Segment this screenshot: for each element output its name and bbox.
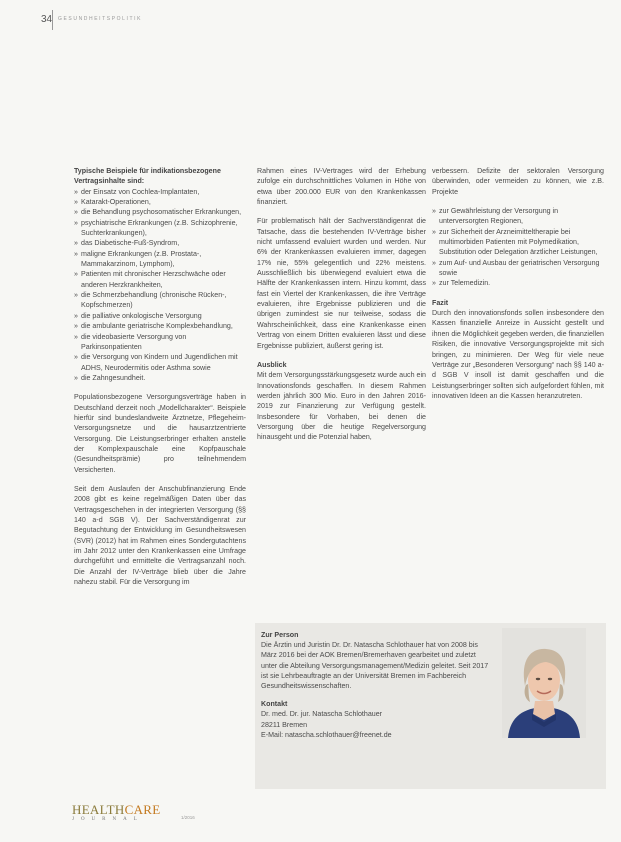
list-item: » die Versorgung von Kindern und Jugendlichen mit ADHS, Neurodermitis oder Asthma sowie bbox=[74, 352, 246, 373]
list-item: » zum Auf- und Ausbau der geriatrischen Versorgung sowie bbox=[432, 258, 604, 279]
body-paragraph: Mit dem Versorgungsstärkungsgesetz wurde auch ein Innovationsfonds geschaffen. In diesem Rahmen werden jährlich 300 Mio. Euro in den Jahren 2016-2019 zur Finanzierung zur Verfügung gestellt. Insbesondere für Vorhaben, bei denen die Versorgung über die heutige Regelversorgung hinausgeht und die Potenzial haben, bbox=[257, 371, 426, 442]
subheading-ausblick: Ausblick bbox=[257, 360, 287, 369]
list-item: » zur Gewährleistung der Versorgung in unterversorgten Regionen, bbox=[432, 206, 604, 227]
list-item: » das Diabetische-Fuß-Syndrom, bbox=[74, 238, 246, 248]
body-paragraph: Durch den innovationsfonds sollen insbesondere den Kassen finanzielle Anreize in Aussicht gestellt und ihnen die Möglichkeit gegeben werden, die finanziellen Risiken, die innovative Versorgungsprojekte mit sich bringen, zu minimieren. Der Weg für viele neue Verträge zur „Besonderen Versorgung“ nach §§ 140 a-d SGB V insoll ist damit geschaffen und die Leistungserbringer sollten sich aufgefordert fühlen, mit innovativen Ideen an die Kassen heranzutreten. bbox=[432, 309, 604, 400]
indication-list bbox=[74, 187, 246, 384]
list-item: » zur Telemedizin. bbox=[432, 278, 604, 288]
list-item: » die Schmerzbehandlung (chronische Rücken-, Kopfschmerzen) bbox=[74, 290, 246, 311]
body-paragraph: Für problematisch hält der Sachverständigenrat die Tatsache, dass die bestehenden IV-Verträge bisher nicht umfassend evaluiert wurden und werden. Nur 6% der Krankenkassen evaluieren immer, dagegen 17% nie, 55% gelegentlich und 22% meistens. Ausschließlich bis überwiegend evaluiert etwa die Hälfte der Krankenkassen intern. Hinzu kommt, dass fast ein Viertel der Krankenkassen, die ihre Verträge evaluieren, ihre Ergebnisse publizieren und die übrigen zumindest sie nur teilweise, sodass die Wahrscheinlichkeit, dass eine Krankenkasse einen Vertrag von einem Dritten evaluieren lässt und diese Ergebnisse publiziert, äußerst gering ist. bbox=[257, 217, 426, 350]
list-heading: Typische Beispiele für indikationsbezogene Vertragsinhalte sind: bbox=[74, 167, 221, 186]
list-item: » Katarakt-Operationen, bbox=[74, 197, 246, 207]
column-2 bbox=[257, 166, 426, 452]
logo-health: HEALTH bbox=[72, 802, 125, 817]
body-paragraph: Populationsbezogene Versorgungsverträge haben in Deutschland derzeit noch „Modellcharakter“. Beispiele hierfür sind bundeslandweite Ärztnetze, Pflegeheim-Versorgungsnetze und die hausarztzentrierte Versorgung. Die Leistungserbringer erhalten anstelle der Komplexpauschale eine Kopfpauschale (Gesundheitsprämie) pro teilnehmendem Versicherten. bbox=[74, 393, 246, 474]
body-paragraph: Rahmen eines IV-Vertrages wird der Erhebung zufolge ein durchschnittliches Volumen in Höhe von etwa über 200.000 EUR von den Krankenkassen finanziert. bbox=[257, 167, 426, 207]
list-item: » die videobasierte Versorgung von Parkinsonpatienten bbox=[74, 332, 246, 353]
list-item: » die Zahngesundheit. bbox=[74, 373, 246, 383]
contact-city: 28211 Bremen bbox=[261, 720, 308, 729]
section-label: GESUNDHEITSPOLITIK bbox=[58, 16, 143, 22]
logo-journal: JOURNAL bbox=[72, 817, 144, 822]
list-item: » maligne Erkrankungen (z.B. Prostata-, Mammakarzinom, Lymphom), bbox=[74, 249, 246, 270]
author-photo bbox=[502, 628, 586, 738]
body-paragraph: Seit dem Auslaufen der Anschubfinanzierung Ende 2008 gibt es keine regelmäßigen Daten über das Vertragsgeschehen in der integrierten Versorgung (§§ 140 a-d SGB V). Der Sachverständigenrat zur Begutachtung der Entwicklung im Gesundheitswesen (SVR) (2012) hat im Rahmen eines Sondergutachtens im Jahr 2012 unter den Krankenkassen eine Umfrage durchgeführt und ermittelte die Vertragsanzahl noch. Die Anzahl der IV-Verträge blieb über die Jahre nahezu stabil. Für die Versorgung im bbox=[74, 484, 246, 587]
author-bio: Die Ärztin und Juristin Dr. Dr. Natascha Schlothauer hat von 2008 bis März 2016 bei der AOK Bremen/Bremerhaven gearbeitet und zuletzt unter die Abteilung Versorgungsmanagement/Medizin geleitet. Seit 2017 ist sie Lehrbeauftragte an der Universität Bremen im Fachbereich Gesundheitswissenschaften. bbox=[261, 641, 489, 691]
column-3 bbox=[432, 166, 604, 410]
contact-heading: Kontakt bbox=[261, 700, 288, 709]
list-item: » zur Sicherheit der Arzneimitteltherapie bei multimorbiden Patienten mit Polymedikation, Substitution oder Delegation ärztlicher Leistungen, bbox=[432, 227, 604, 258]
author-heading: Zur Person bbox=[261, 631, 299, 639]
list-item: » die Behandlung psychosomatischer Erkrankungen, bbox=[74, 207, 246, 217]
body-paragraph: verbessern. Defizite der sektoralen Versorgung überwinden, oder vermeiden zu können, wie z.B. Projekte bbox=[432, 167, 604, 196]
subheading-fazit: Fazit bbox=[432, 298, 449, 307]
issue-number: 1/2016 bbox=[181, 815, 195, 820]
list-item: » die ambulante geriatrische Komplexbehandlung, bbox=[74, 321, 246, 331]
list-item: » psychiatrische Erkrankungen (z.B. Schizophrenie, Suchterkrankungen), bbox=[74, 218, 246, 239]
project-list bbox=[432, 206, 604, 289]
page-number: 34 bbox=[41, 14, 53, 25]
author-box bbox=[255, 623, 606, 789]
contact-email[interactable]: E-Mail: natascha.schlothauer@freenet.de bbox=[261, 730, 392, 739]
list-item: » der Einsatz von Cochlea-Implantaten, bbox=[74, 187, 246, 197]
header-divider bbox=[52, 10, 53, 30]
list-item: » die palliative onkologische Versorgung bbox=[74, 311, 246, 321]
author-text bbox=[261, 630, 493, 740]
column-1 bbox=[74, 166, 246, 596]
healthcare-journal-logo bbox=[72, 802, 160, 822]
list-item: » Patienten mit chronischer Herzschwäche oder anderen Herzkrankheiten, bbox=[74, 269, 246, 290]
contact-name: Dr. med. Dr. jur. Natascha Schlothauer bbox=[261, 710, 383, 719]
logo-care: CARE bbox=[124, 802, 161, 817]
